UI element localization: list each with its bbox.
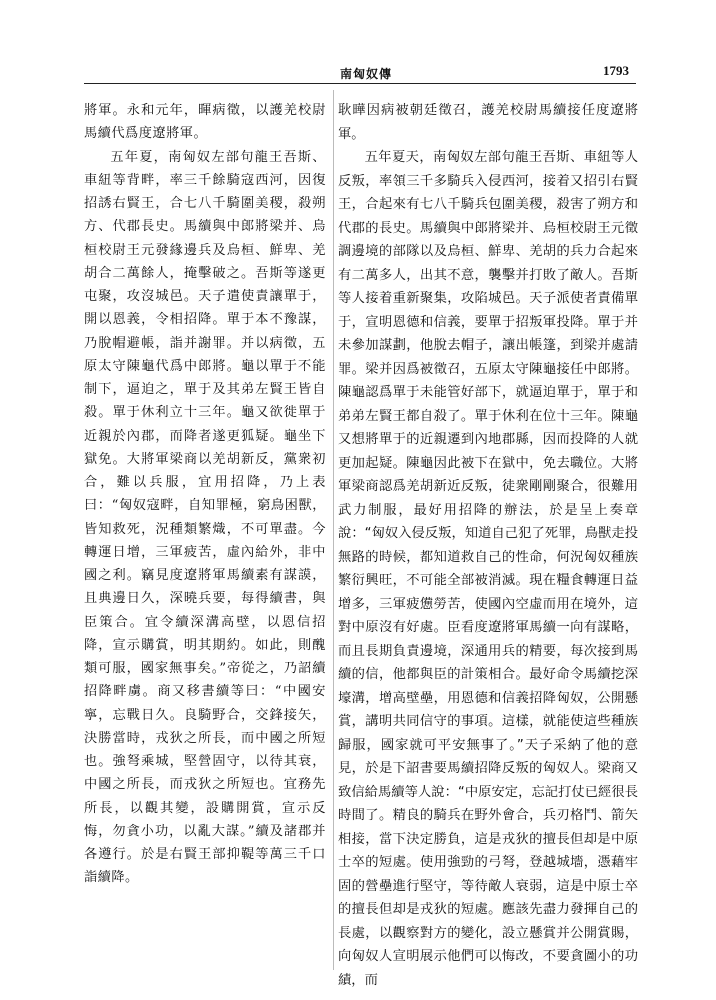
classical-paragraph: 五年夏，南匈奴左部句龍王吾斯、車紐等背畔，率三千餘騎寇西河，因復招誘右賢王，合七八千騎圍美稷，殺朔方、代郡長史。馬續與中郎將梁并、烏桓校尉王元發緣邊兵及烏桓、鮮卑、羌胡合二萬餘人，掩擊破之。吾斯等遂更屯聚，攻沒城邑。天子遣使責讓單于，開以恩義，令相招降。單于本不豫謀，乃脫帽避帳，詣并謝罪。并以病徵，五原太守陳龜代爲中郎將。龜以單于不能制下，逼迫之，單于及其弟左賢王皆自殺。單于休利立十三年。龜又欲徙單于近親於內郡，而降者遂更狐疑。龜坐下獄免。大將軍梁商以羌胡新反，黨衆初合，難以兵服，宜用招降，乃上表曰：“匈奴寇畔，自知罪極，窮鳥困獸，皆知救死，況種類繁熾，不可單盡。今轉運日增，三軍疲苦，虛內給外，非中國之利。竊見度遼將軍馬續素有謀謨，且典邊日久，深曉兵要，每得續書，與臣策合。宜令續深溝高壁，以恩信招降，宣示購賞，明其期約。如此，則醜類可服，國家無事矣。”帝從之，乃詔續招降畔虜。商又移書續等曰：“中國安寧，忘戰日久。良騎野合，交鋒接矢，決勝當時，戎狄之所長，而中國之所短也。強弩乘城，堅營固守，以待其衰，中國之所長，而戎狄之所短也。宜務先所長，以觀其變，設購開賞，宣示反悔，勿貪小功，以亂大謀。”續及諸郡并各遵行。於是右賢王部抑鞮等萬三千口詣續降。 bbox=[84, 149, 326, 886]
classical-text-column bbox=[84, 99, 326, 890]
header-rule bbox=[84, 83, 636, 84]
page-number: 1793 bbox=[603, 63, 629, 78]
translation-paragraph: 耿曄因病被朝廷徵召，護羌校尉馬續接任度遼將軍。 bbox=[338, 103, 638, 142]
classical-paragraph: 將軍。永和元年，暉病徵，以護羌校尉馬續代爲度遼將軍。 bbox=[84, 103, 326, 142]
running-header-title: 南匈奴傳 bbox=[340, 67, 393, 81]
translation-paragraph: 五年夏天，南匈奴左部句龍王吾斯、車紐等人反叛，率領三千多騎兵入侵西河，接着又招引右賢王，合起來有七八千騎兵包圍美稷，殺害了朔方和代郡的長史。馬續與中郎將梁并、烏桓校尉王元徵調邊境的部隊以及烏桓、鮮卑、羌胡的兵力合起來有二萬多人，出其不意，襲擊并打敗了敵人。吾斯等人接着重新聚集，攻陷城邑。天子派使者責備單于，宣明恩德和信義，要單于招叛軍投降。單于并未參加謀劃，他脫去帽子，讓出帳篷，到梁并處請罪。梁并因爲被徵召，五原太守陳龜接任中郎將。陳龜認爲單于未能管好部下，就逼迫單于，單于和弟弟左賢王都自殺了。單于休利在位十三年。陳龜又想將單于的近親遷到內地郡縣，因而投降的人就更加起疑。陳龜因此被下在獄中，免去職位。大將軍梁商認爲羌胡新近反叛，徒衆剛剛聚合，很難用武力制服，最好用招降的辦法，於是呈上奏章說：“匈奴入侵反叛，知道自己犯了死罪，鳥獸走投無路的時候，都知道救自己的性命，何況匈奴種族繁衍興旺，不可能全部被消滅。現在糧食轉運日益增多，三軍疲憊勞苦，使國內空虛而用在境外，這對中原沒有好處。臣看度遼將軍馬續一向有謀略，而且長期負責邊境，深通用兵的精要，每次接到馬續的信，他都與臣的計策相合。最好命令馬續挖深壕溝，增高壁壘，用恩德和信義招降匈奴，公開懸賞，講明共同信守的事項。這樣，就能使這些種族歸服，國家就可平安無事了。”天子采納了他的意見，於是下詔書要馬續招降反叛的匈奴人。梁商又致信給馬續等人說：“中原安定，忘記打仗已經很長時間了。精良的騎兵在野外會合，兵刃格鬥、箭矢相接，當下決定勝負，這是戎狄的擅長但却是中原士卒的短處。使用強勁的弓弩，登越城墻，憑藉牢固的營壘進行堅守，等待敵人衰弱，這是中原士卒的擅長但却是戎狄的短處。應該先盡力發揮自己的長處，以觀察對方的變化，設立懸賞并公開賞賜，向匈奴人宣明展示他們可以悔改，不要貪圖小的功績，而 bbox=[338, 150, 638, 988]
column-divider bbox=[333, 90, 334, 970]
translation-text-column bbox=[338, 99, 638, 992]
